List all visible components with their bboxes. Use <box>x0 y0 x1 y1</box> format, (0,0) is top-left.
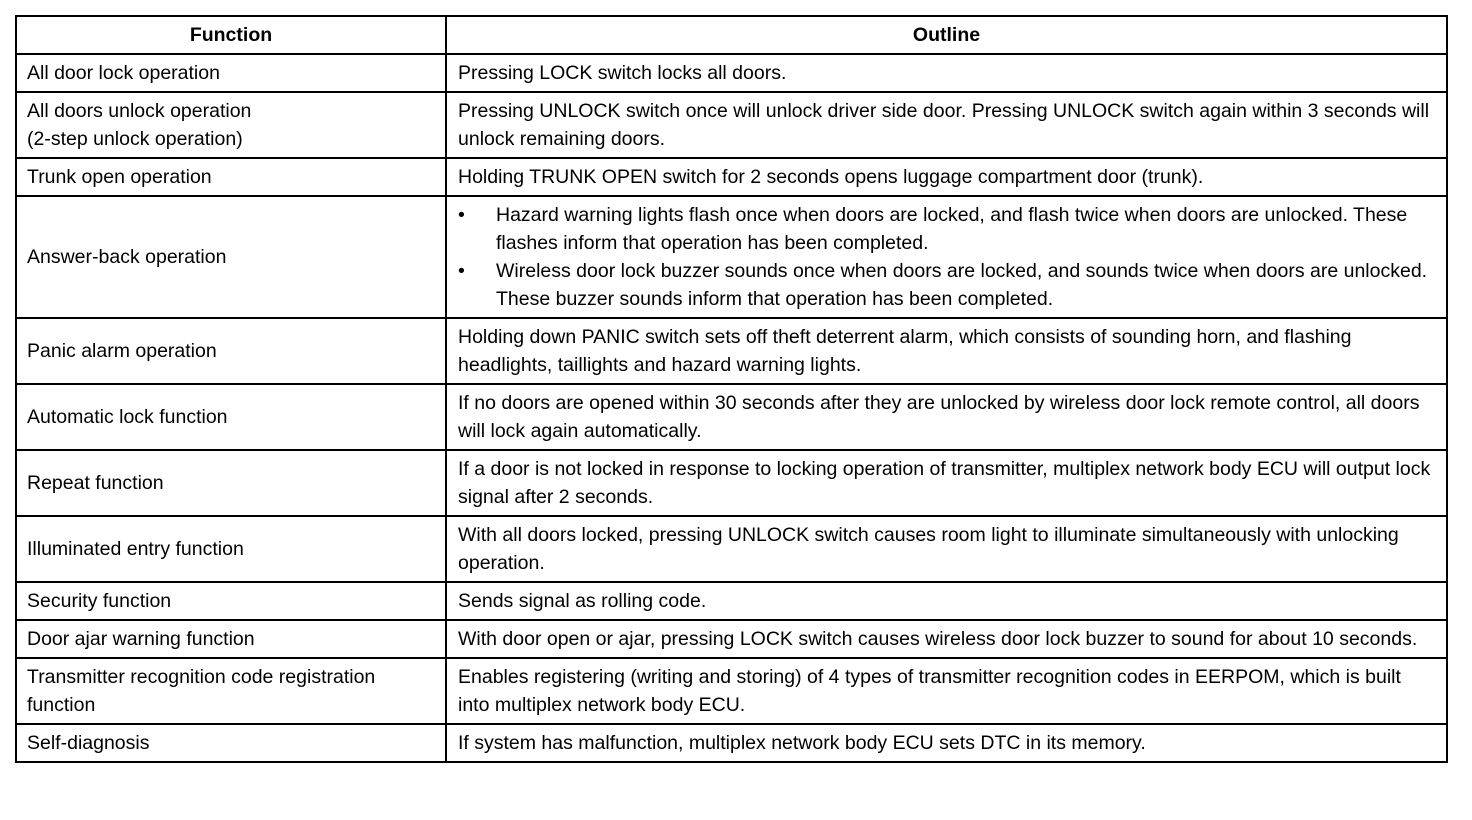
list-item <box>458 201 1434 257</box>
table-header-row <box>16 16 1447 54</box>
table-row <box>16 384 1447 450</box>
outline-text: If system has malfunction, multiplex network body ECU sets DTC in its memory. <box>458 732 1146 754</box>
function-cell <box>16 318 446 384</box>
outline-cell <box>446 658 1447 724</box>
outline-text: With all doors locked, pressing UNLOCK switch causes room light to illuminate simultaneously with unlocking operation. <box>458 524 1399 574</box>
table-row <box>16 658 1447 724</box>
function-text: Trunk open operation <box>27 166 212 188</box>
function-text: Answer-back operation <box>27 246 227 268</box>
function-text: Transmitter recognition code registration <box>27 666 376 688</box>
outline-text: Pressing UNLOCK switch once will unlock driver side door. Pressing UNLOCK switch again within 3 seconds will unlock remaining doors. <box>458 100 1430 150</box>
header-function: Function <box>16 16 446 54</box>
function-text: Door ajar warning function <box>27 628 255 650</box>
function-cell <box>16 450 446 516</box>
function-cell <box>16 582 446 620</box>
bullet-icon: • <box>458 204 465 226</box>
outline-cell <box>446 318 1447 384</box>
outline-cell <box>446 384 1447 450</box>
table-row <box>16 54 1447 92</box>
table-row <box>16 92 1447 158</box>
outline-cell <box>446 450 1447 516</box>
outline-text: Enables registering (writing and storing) of 4 types of transmitter recognition codes in EERPOM, which is built into multiplex network body ECU. <box>458 666 1401 716</box>
table-row <box>16 318 1447 384</box>
outline-bullet-list <box>458 201 1434 313</box>
function-cell <box>16 92 446 158</box>
function-cell <box>16 658 446 724</box>
outline-cell <box>446 620 1447 658</box>
function-cell <box>16 620 446 658</box>
outline-text: Pressing LOCK switch locks all doors. <box>458 62 787 84</box>
outline-cell <box>446 54 1447 92</box>
function-subtext: function <box>27 694 96 716</box>
outline-cell <box>446 516 1447 582</box>
function-cell <box>16 54 446 92</box>
function-cell <box>16 724 446 762</box>
table-row <box>16 450 1447 516</box>
function-text: Panic alarm operation <box>27 340 217 362</box>
outline-text: Sends signal as rolling code. <box>458 590 707 612</box>
function-text: Repeat function <box>27 472 164 494</box>
outline-text: Holding down PANIC switch sets off theft deterrent alarm, which consists of sounding horn, and flashing headlights, taillights and hazard warning lights. <box>458 326 1352 376</box>
outline-bullet-text: Hazard warning lights flash once when doors are locked, and flash twice when doors are unlocked. These flashes inform that operation has been completed. <box>496 204 1408 254</box>
function-outline-table <box>15 15 1448 763</box>
table-row <box>16 582 1447 620</box>
outline-cell <box>446 724 1447 762</box>
outline-cell <box>446 158 1447 196</box>
outline-cell <box>446 196 1447 318</box>
outline-text: If no doors are opened within 30 seconds after they are unlocked by wireless door lock remote control, all doors will lock again automatically. <box>458 392 1420 442</box>
outline-text: Holding TRUNK OPEN switch for 2 seconds opens luggage compartment door (trunk). <box>458 166 1204 188</box>
table-row <box>16 724 1447 762</box>
table-row <box>16 196 1447 318</box>
function-text: All door lock operation <box>27 62 220 84</box>
list-item <box>458 257 1434 313</box>
function-cell <box>16 384 446 450</box>
function-subtext: (2-step unlock operation) <box>27 128 243 150</box>
function-text: Automatic lock function <box>27 406 228 428</box>
outline-text: With door open or ajar, pressing LOCK switch causes wireless door lock buzzer to sound for about 10 seconds. <box>458 628 1418 650</box>
table-row <box>16 158 1447 196</box>
outline-bullet-text: Wireless door lock buzzer sounds once when doors are locked, and sounds twice when doors are unlocked. These buzzer sounds inform that operation has been completed. <box>496 260 1428 310</box>
table-row <box>16 516 1447 582</box>
function-cell <box>16 516 446 582</box>
function-cell <box>16 158 446 196</box>
outline-text: If a door is not locked in response to locking operation of transmitter, multiplex network body ECU will output lock signal after 2 seconds. <box>458 458 1431 508</box>
function-text: Security function <box>27 590 172 612</box>
function-cell <box>16 196 446 318</box>
outline-cell <box>446 92 1447 158</box>
table-row <box>16 620 1447 658</box>
function-text: All doors unlock operation <box>27 100 252 122</box>
function-text: Illuminated entry function <box>27 538 244 560</box>
outline-cell <box>446 582 1447 620</box>
bullet-icon: • <box>458 260 465 282</box>
function-text: Self-diagnosis <box>27 732 150 754</box>
header-outline: Outline <box>446 16 1447 54</box>
